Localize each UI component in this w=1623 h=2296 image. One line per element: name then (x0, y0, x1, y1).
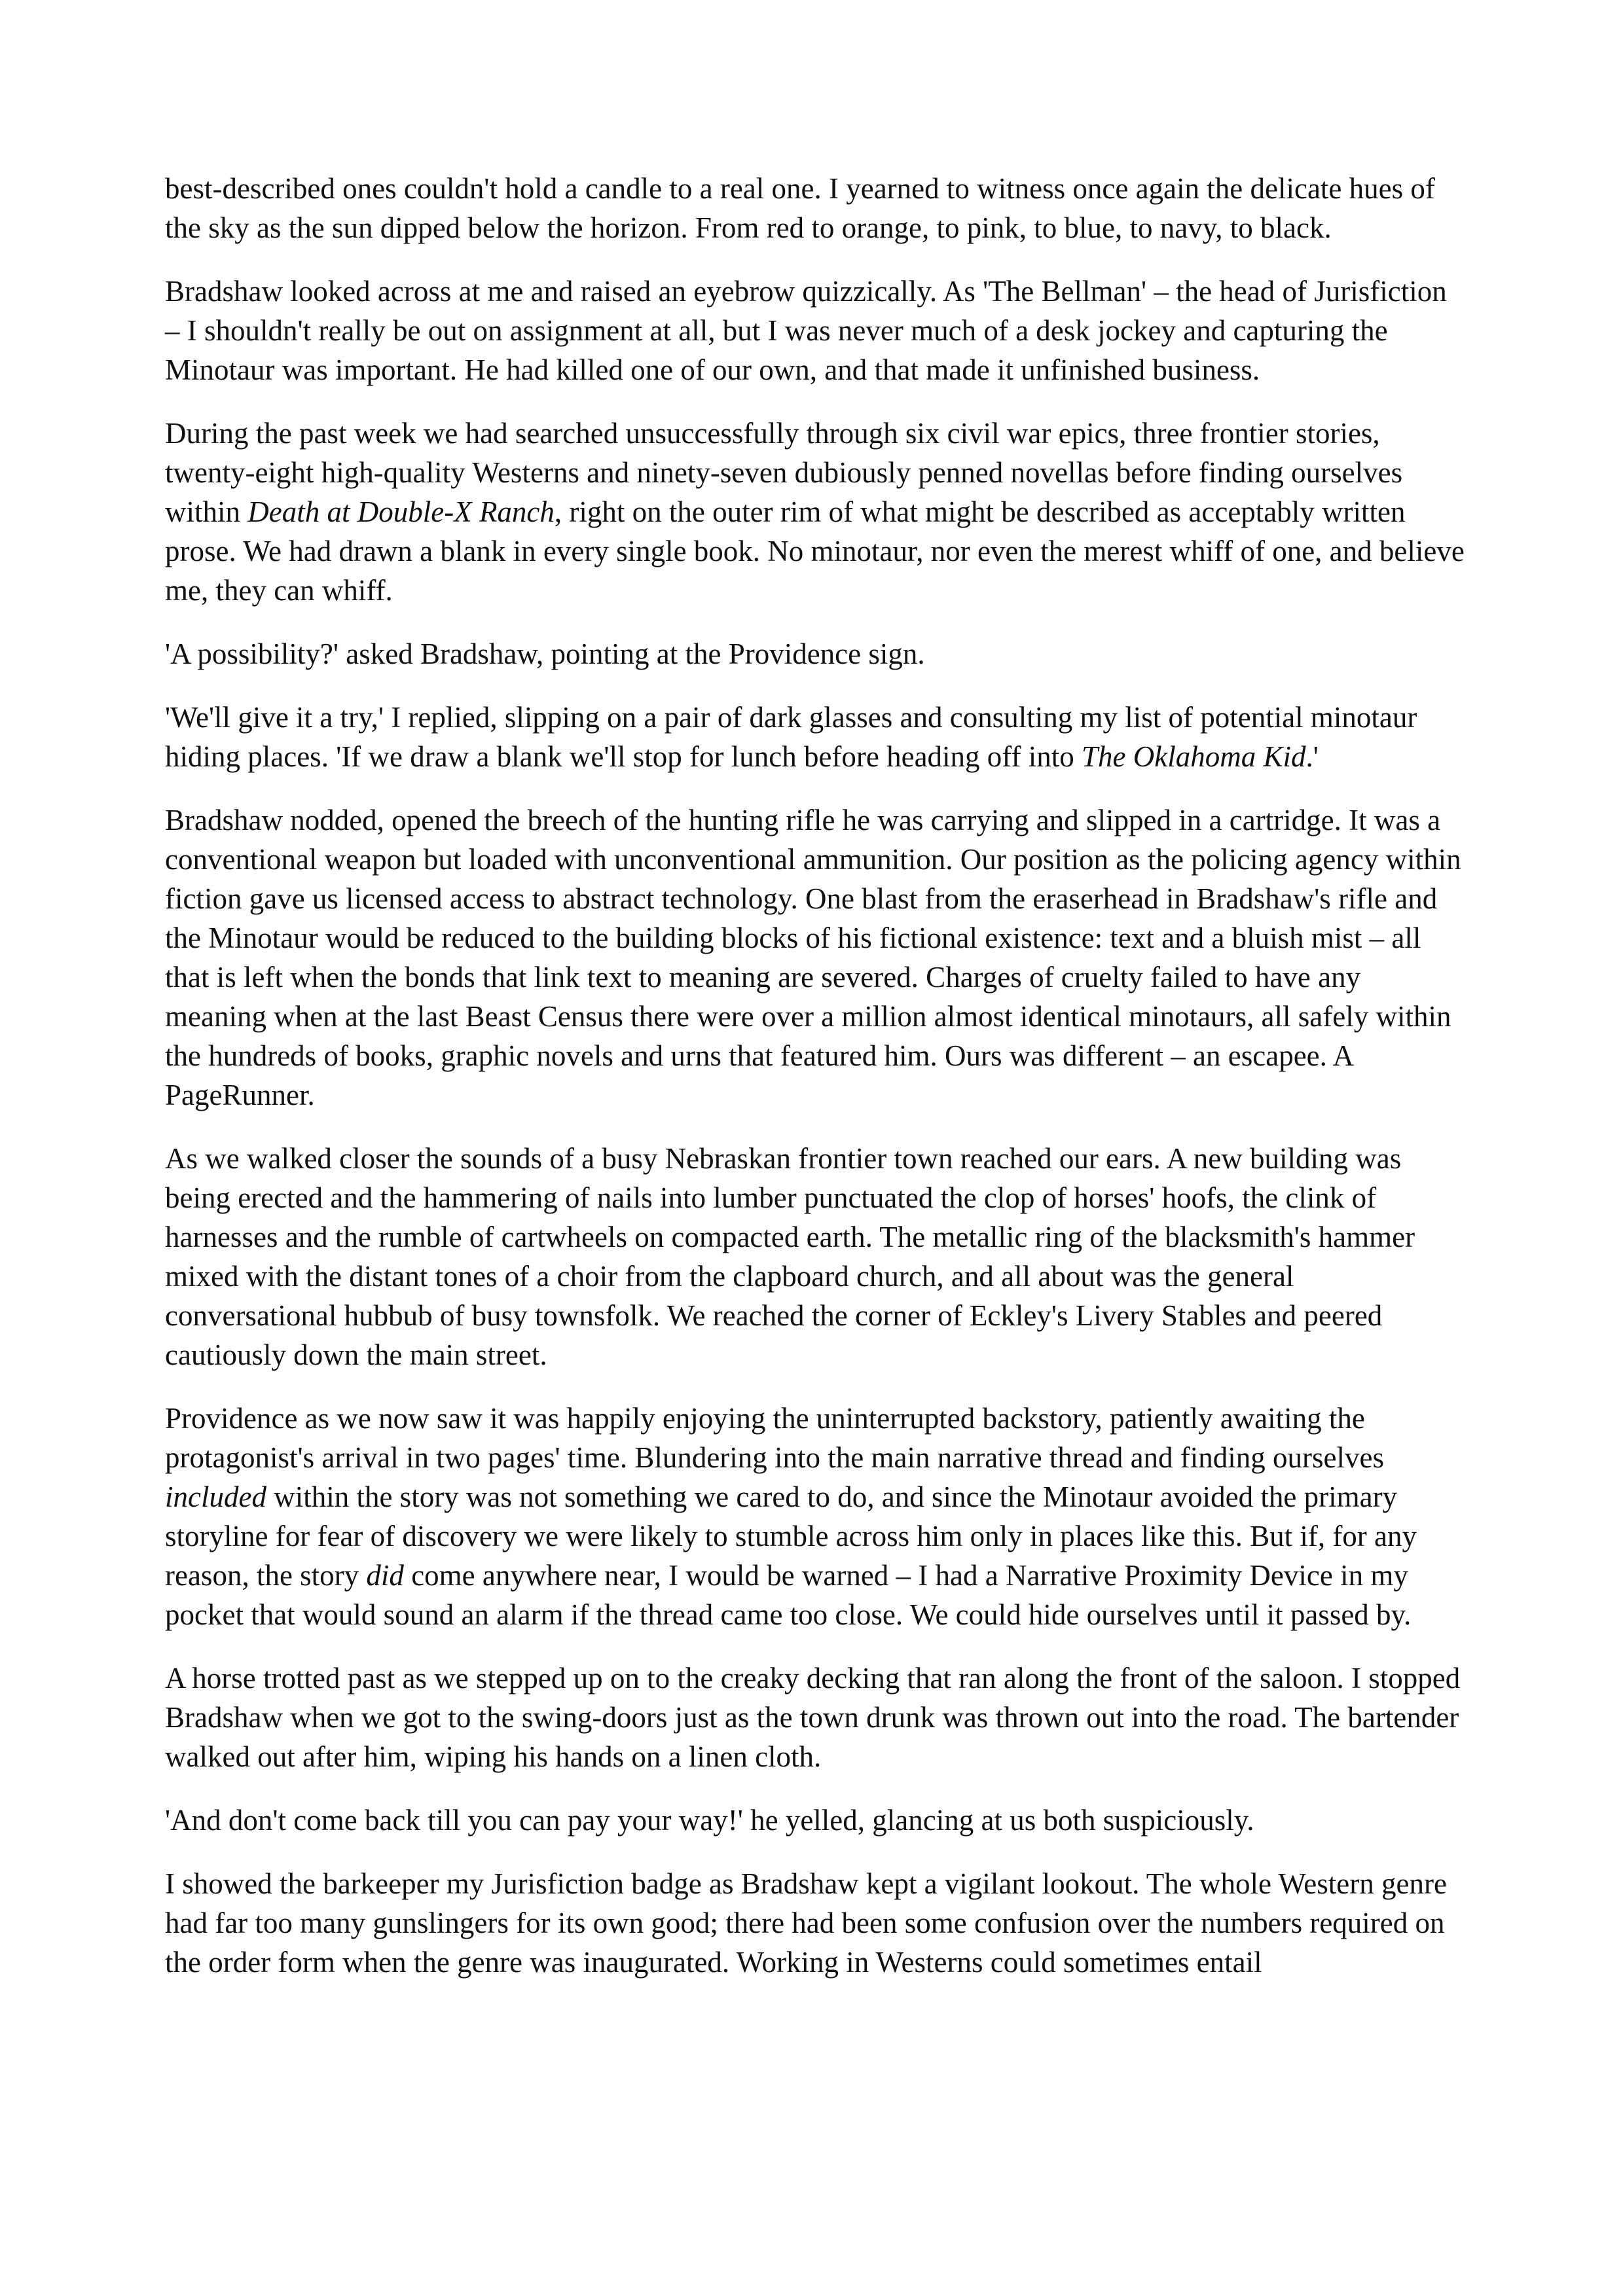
paragraph-text: come anywhere near, I would be warned – I had a Narrative Proximity Device in my pocket that would sound an alarm if the thread came too close. We could hide ourselves until it passed by. (165, 1559, 1412, 1631)
paragraph-text: .' (1305, 740, 1319, 773)
paragraph-text: As we walked closer the sounds of a busy Nebraskan frontier town reached our ears. A new building was being erected and the hammering of nails into lumber punctuated the clop of horses' hoofs, the clink of harnesses and the rumble of cartwheels on compacted earth. The metallic ring of the blacksmith's hammer mixed with the distant tones of a choir from the clapboard church, and all about was the general conversational hubbub of busy townsfolk. We reached the corner of Eckley's Livery Stables and peered cautiously down the main street. (165, 1142, 1415, 1371)
book-title: The Oklahoma Kid (1081, 740, 1306, 773)
paragraph (165, 698, 1468, 776)
paragraph (165, 800, 1468, 1115)
emphasis: did (366, 1559, 404, 1592)
paragraph-text: A horse trotted past as we stepped up on to the creaky decking that ran along the front of the saloon. I stopped Bradshaw when we got to the swing-doors just as the town drunk was thrown out into the road. The bartender walked out after him, wiping his hands on a linen cloth. (165, 1662, 1461, 1773)
book-title: Death at Double-X Ranch (247, 495, 555, 528)
paragraph-text: Bradshaw nodded, opened the breech of the hunting rifle he was carrying and slipped in a cartridge. It was a conventional weapon but loaded with unconventional ammunition. Our position as the policing agency within fiction gave us licensed access to abstract technology. One blast from the eraserhead in Bradshaw's rifle and the Minotaur would be reduced to the building blocks of his fictional existence: text and a bluish mist – all that is left when the bonds that link text to meaning are severed. Charges of cruelty failed to have any meaning when at the last Beast Census there were over a million almost identical minotaurs, all safely within the hundreds of books, graphic novels and urns that featured him. Ours was different – an escapee. A PageRunner. (165, 804, 1461, 1111)
paragraph (165, 1399, 1468, 1634)
paragraph-text: I showed the barkeeper my Jurisfiction badge as Bradshaw kept a vigilant lookout. The whole Western genre had far too many gunslingers for its own good; there had been some confusion over the numbers required on the order form when the genre was inaugurated. Working in Westerns could sometimes entail (165, 1867, 1447, 1979)
paragraph (165, 1659, 1468, 1776)
paragraph (165, 1139, 1468, 1374)
paragraph-text: During the past week we had searched unsuccessfully through six civil war epics, three frontier stories, twenty-eight high-quality Westerns and ninety-seven dubiously penned novellas before finding ourselves within (165, 417, 1403, 528)
paragraph-text: 'A possibility?' asked Bradshaw, pointing at the Providence sign. (165, 637, 925, 670)
paragraph (165, 1864, 1468, 1982)
body-text (165, 169, 1468, 2006)
paragraph-text: best-described ones couldn't hold a candle to a real one. I yearned to witness once again the delicate hues of the sky as the sun dipped below the horizon. From red to orange, to pink, to blue, to navy, to black. (165, 172, 1435, 244)
emphasis: included (165, 1480, 266, 1513)
paragraph-text: 'And don't come back till you can pay your way!' he yelled, glancing at us both suspiciously. (165, 1804, 1254, 1837)
paragraph (165, 1801, 1468, 1840)
paragraph-text: Providence as we now saw it was happily enjoying the uninterrupted backstory, patiently awaiting the protagonist's arrival in two pages' time. Blundering into the main narrative thread and finding ourselves (165, 1402, 1385, 1474)
paragraph (165, 634, 1468, 673)
paragraph-text: , right on the outer rim of what might be described as acceptably written prose. We had drawn a blank in every single book. No minotaur, nor even the merest whiff of one, and believe me, they can whiff. (165, 495, 1465, 607)
paragraph (165, 272, 1468, 389)
paragraph-text: 'We'll give it a try,' I replied, slipping on a pair of dark glasses and consulting my list of potential minotaur hiding places. 'If we draw a blank we'll stop for lunch before heading off into (165, 701, 1417, 773)
paragraph-text: within the story was not something we cared to do, and since the Minotaur avoided the primary storyline for fear of discovery we were likely to stumble across him only in places like this. But if, for any reason, the story (165, 1480, 1417, 1592)
paragraph (165, 169, 1468, 247)
paragraph-text: Bradshaw looked across at me and raised an eyebrow quizzically. As 'The Bellman' – the head of Jurisfiction – I shouldn't really be out on assignment at all, but I was never much of a desk jockey and capturing the Minotaur was important. He had killed one of our own, and that made it unfinished business. (165, 275, 1447, 386)
paragraph (165, 414, 1468, 610)
